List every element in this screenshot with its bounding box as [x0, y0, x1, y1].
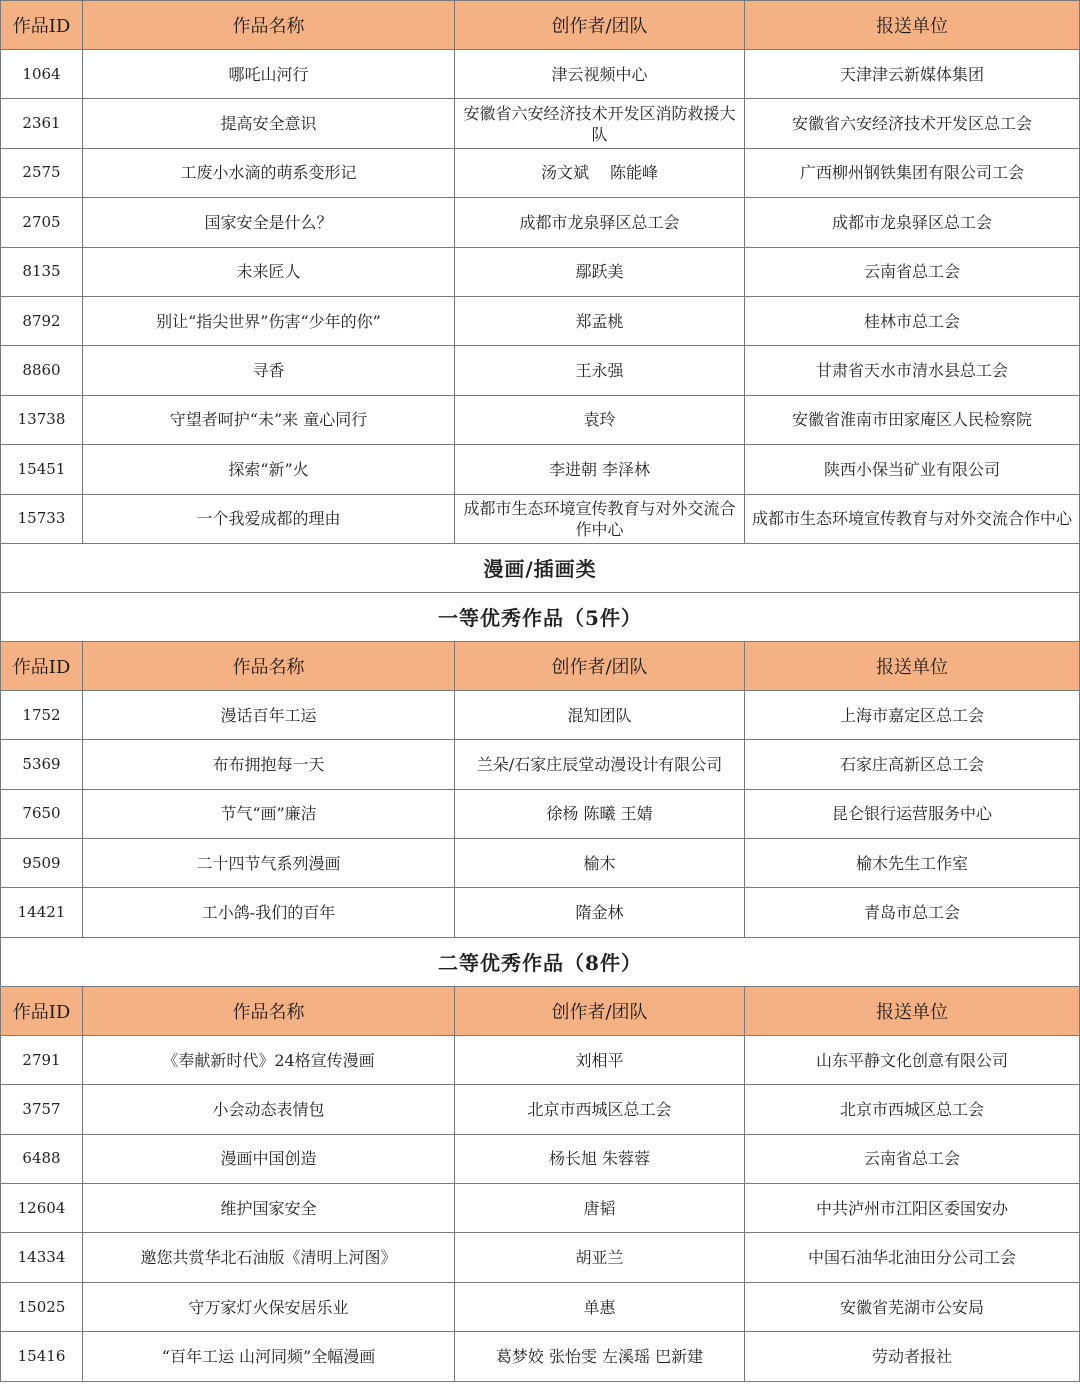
cell-id: 2575 — [1, 148, 83, 197]
cell-unit: 陕西小保当矿业有限公司 — [745, 445, 1080, 494]
cell-title: 别让“指尖世界”伤害“少年的你” — [83, 296, 455, 345]
cell-unit: 青岛市总工会 — [745, 888, 1080, 937]
category-title-row — [1, 543, 1080, 592]
cell-id: 15451 — [1, 445, 83, 494]
cell-title: 探索“新”火 — [83, 445, 455, 494]
header-creator: 创作者/团队 — [455, 986, 745, 1035]
cell-creator: 王永强 — [455, 346, 745, 395]
table-row — [1, 445, 1080, 494]
table-row — [1, 740, 1080, 789]
header-creator: 创作者/团队 — [455, 641, 745, 690]
table-row — [1, 1233, 1080, 1282]
cell-unit: 中共泸州市江阳区委国安办 — [745, 1184, 1080, 1233]
cell-creator: 李进朝 李泽林 — [455, 445, 745, 494]
table-row — [1, 148, 1080, 197]
cell-unit: 上海市嘉定区总工会 — [745, 690, 1080, 739]
header-unit: 报送单位 — [745, 641, 1080, 690]
cell-id: 8135 — [1, 247, 83, 296]
cell-creator: 胡亚兰 — [455, 1233, 745, 1282]
cell-creator: 北京市西城区总工会 — [455, 1085, 745, 1134]
cell-creator: 杨长旭 朱蓉蓉 — [455, 1134, 745, 1183]
cell-title: 国家安全是什么？ — [83, 198, 455, 247]
table-row — [1, 198, 1080, 247]
cell-id: 14421 — [1, 888, 83, 937]
table-row — [1, 1184, 1080, 1233]
cell-unit: 安徽省芜湖市公安局 — [745, 1282, 1080, 1331]
cell-title: “百年工运 山河同频”全幅漫画 — [83, 1332, 455, 1381]
header-creator: 创作者/团队 — [455, 1, 745, 50]
cell-unit: 北京市西城区总工会 — [745, 1085, 1080, 1134]
cell-creator: 徐杨 陈曦 王婧 — [455, 789, 745, 838]
table-row — [1, 1085, 1080, 1134]
cell-creator: 鄢跃美 — [455, 247, 745, 296]
table-row — [1, 494, 1080, 543]
cell-id: 2791 — [1, 1035, 83, 1084]
category-title: 漫画/插画类 — [1, 543, 1080, 592]
cell-title: 漫话百年工运 — [83, 690, 455, 739]
cell-title: 哪吒山河行 — [83, 50, 455, 99]
cell-creator: 混知团队 — [455, 690, 745, 739]
cell-unit: 云南省总工会 — [745, 247, 1080, 296]
cell-title: 工废小水滴的萌系变形记 — [83, 148, 455, 197]
table-header-row — [1, 986, 1080, 1035]
cell-id: 1752 — [1, 690, 83, 739]
table-row — [1, 395, 1080, 444]
cell-creator: 兰朵/石家庄辰堂动漫设计有限公司 — [455, 740, 745, 789]
header-title: 作品名称 — [83, 641, 455, 690]
cell-id: 2361 — [1, 99, 83, 148]
header-title: 作品名称 — [83, 1, 455, 50]
header-id: 作品ID — [1, 641, 83, 690]
cell-unit: 石家庄高新区总工会 — [745, 740, 1080, 789]
table-row — [1, 1134, 1080, 1183]
cell-unit: 广西柳州钢铁集团有限公司工会 — [745, 148, 1080, 197]
cell-title: 寻香 — [83, 346, 455, 395]
cell-title: 漫画中国创造 — [83, 1134, 455, 1183]
table-row — [1, 1332, 1080, 1381]
cell-title: 《奉献新时代》24格宣传漫画 — [83, 1035, 455, 1084]
cell-unit: 安徽省淮南市田家庵区人民检察院 — [745, 395, 1080, 444]
header-unit: 报送单位 — [745, 1, 1080, 50]
cell-title: 守万家灯火保安居乐业 — [83, 1282, 455, 1331]
cell-creator: 葛梦姣 张怡雯 左溪瑶 巴新建 — [455, 1332, 745, 1381]
cell-title: 二十四节气系列漫画 — [83, 839, 455, 888]
cell-creator: 单惠 — [455, 1282, 745, 1331]
tier1-title: 一等优秀作品（5件） — [1, 592, 1080, 641]
cell-creator: 成都市龙泉驿区总工会 — [455, 198, 745, 247]
tier1-title-row — [1, 592, 1080, 641]
table-header-row — [1, 1, 1080, 50]
cell-title: 工小鸽-我们的百年 — [83, 888, 455, 937]
cell-creator: 成都市生态环境宣传教育与对外交流合作中心 — [455, 494, 745, 543]
cell-unit: 天津津云新媒体集团 — [745, 50, 1080, 99]
cell-id: 3757 — [1, 1085, 83, 1134]
cell-id: 12604 — [1, 1184, 83, 1233]
header-id: 作品ID — [1, 1, 83, 50]
cell-id: 14334 — [1, 1233, 83, 1282]
table-row — [1, 789, 1080, 838]
cell-title: 布布拥抱每一天 — [83, 740, 455, 789]
cell-id: 15733 — [1, 494, 83, 543]
cell-id: 8860 — [1, 346, 83, 395]
cell-creator: 汤文斌 陈能峰 — [455, 148, 745, 197]
cell-title: 维护国家安全 — [83, 1184, 455, 1233]
cell-title: 一个我爱成都的理由 — [83, 494, 455, 543]
table-row — [1, 346, 1080, 395]
cell-id: 2705 — [1, 198, 83, 247]
table-row — [1, 690, 1080, 739]
cell-id: 9509 — [1, 839, 83, 888]
cell-id: 8792 — [1, 296, 83, 345]
table-row — [1, 1282, 1080, 1331]
table-row — [1, 1035, 1080, 1084]
cell-title: 守望者呵护“未”来 童心同行 — [83, 395, 455, 444]
table-row — [1, 888, 1080, 937]
cell-unit: 成都市龙泉驿区总工会 — [745, 198, 1080, 247]
cell-unit: 云南省总工会 — [745, 1134, 1080, 1183]
header-id: 作品ID — [1, 986, 83, 1035]
cell-id: 5369 — [1, 740, 83, 789]
cell-creator: 唐韬 — [455, 1184, 745, 1233]
cell-title: 邀您共赏华北石油版《清明上河图》 — [83, 1233, 455, 1282]
cell-unit: 昆仑银行运营服务中心 — [745, 789, 1080, 838]
cell-unit: 榆木先生工作室 — [745, 839, 1080, 888]
table-row — [1, 247, 1080, 296]
cell-unit: 山东平静文化创意有限公司 — [745, 1035, 1080, 1084]
cell-id: 6488 — [1, 1134, 83, 1183]
cell-unit: 桂林市总工会 — [745, 296, 1080, 345]
cell-title: 未来匠人 — [83, 247, 455, 296]
cell-title: 提高安全意识 — [83, 99, 455, 148]
cell-unit: 中国石油华北油田分公司工会 — [745, 1233, 1080, 1282]
cell-title: 小会动态表情包 — [83, 1085, 455, 1134]
cell-id: 15416 — [1, 1332, 83, 1381]
table-header-row — [1, 641, 1080, 690]
cell-creator: 津云视频中心 — [455, 50, 745, 99]
cell-unit: 安徽省六安经济技术开发区总工会 — [745, 99, 1080, 148]
cell-creator: 刘相平 — [455, 1035, 745, 1084]
table-row — [1, 839, 1080, 888]
cell-unit: 劳动者报社 — [745, 1332, 1080, 1381]
cell-id: 15025 — [1, 1282, 83, 1331]
cell-id: 7650 — [1, 789, 83, 838]
cell-creator: 榆木 — [455, 839, 745, 888]
tier2-title: 二等优秀作品（8件） — [1, 937, 1080, 986]
table-row — [1, 50, 1080, 99]
header-title: 作品名称 — [83, 986, 455, 1035]
cell-id: 13738 — [1, 395, 83, 444]
cell-creator: 郑孟桃 — [455, 296, 745, 345]
cell-creator: 安徽省六安经济技术开发区消防救援大队 — [455, 99, 745, 148]
cell-creator: 袁玲 — [455, 395, 745, 444]
cell-unit: 成都市生态环境宣传教育与对外交流合作中心 — [745, 494, 1080, 543]
table-row — [1, 99, 1080, 148]
cell-unit: 甘肃省天水市清水县总工会 — [745, 346, 1080, 395]
cell-title: 节气“画”廉洁 — [83, 789, 455, 838]
cell-creator: 隋金林 — [455, 888, 745, 937]
cell-id: 1064 — [1, 50, 83, 99]
header-unit: 报送单位 — [745, 986, 1080, 1035]
tier2-title-row — [1, 937, 1080, 986]
table-row — [1, 296, 1080, 345]
